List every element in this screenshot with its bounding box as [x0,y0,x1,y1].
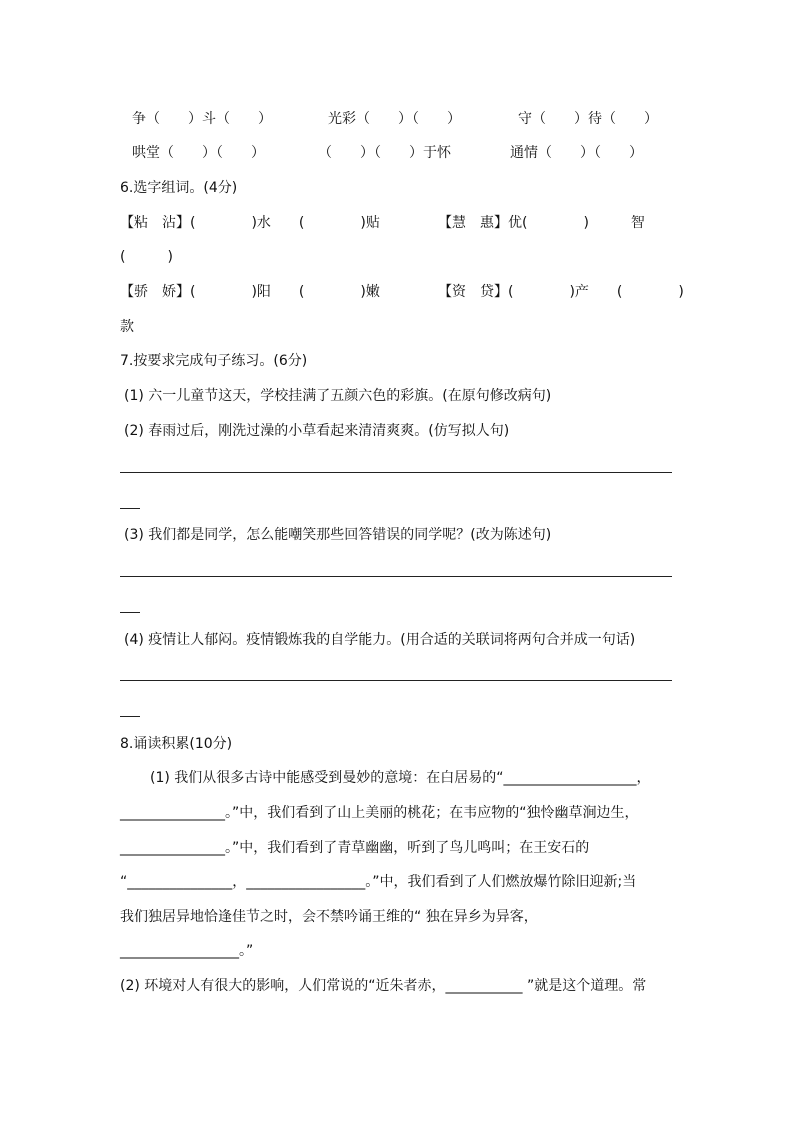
q5-item-1: 争（ ）斗（ ） [132,111,272,127]
q5-item-2: 光彩（ ）（ ） [328,111,461,127]
q8-para-line-6: _________________。” [120,943,254,959]
q6-line-1a: 【粘 沾】( )水 ( )贴 [120,215,380,231]
answer-line-end [120,716,140,717]
q7-sentence-3: (3) 我们都是同学，怎么能嘲笑那些回答错误的同学呢？(改为陈述句) [124,527,552,543]
q8-para-line-7: (2) 环境对人有很大的影响，人们常说的“近朱者赤，___________ ”就是这个道理。常 [120,978,647,994]
answer-line[interactable] [120,680,672,681]
q5-item-4: 哄堂（ ）（ ） [132,145,265,161]
answer-line[interactable] [120,576,672,577]
q5-item-3: 守（ ）待（ ） [518,111,658,127]
q6-line-1b: 【慧 惠】优( ) 智 [438,215,645,231]
q7-heading: 7.按要求完成句子练习。(6分) [120,353,308,369]
q7-sentence-4: (4) 疫情让人郁闷。疫情锻炼我的自学能力。(用合适的关联词将两句合并成一句话) [124,632,636,648]
answer-line[interactable] [120,472,672,473]
q5-item-6: 通情（ ）（ ） [510,145,643,161]
q6-line-2c: 款 [120,319,134,335]
q5-item-5: （ ）（ ）于怀 [318,145,451,161]
q8-heading: 8.诵读积累(10分) [120,736,233,752]
q6-heading: 6.选字组词。(4分) [120,180,238,196]
q8-para-line-2: _______________。”中，我们看到了山上美丽的桃花；在韦应物的“独怜幽草涧边生， [120,805,639,821]
answer-line-end [120,612,140,613]
q7-sentence-2: (2) 春雨过后，刚洗过澡的小草看起来清清爽爽。(仿写拟人句) [124,423,510,439]
answer-line-end [120,508,140,509]
q6-line-2a: 【骄 娇】( )阳 ( )嫩 [120,284,380,300]
q8-para-line-1: (1) 我们从很多古诗中能感受到曼妙的意境：在白居易的“___________________， [150,770,651,786]
q6-line-2b: 【资 贷】( )产 ( ) [438,284,684,300]
q7-sentence-1: (1) 六一儿童节这天，学校挂满了五颜六色的彩旗。(在原句修改病句) [124,388,552,404]
q6-line-1c: ( ) [120,249,173,265]
q8-para-line-5: 我们独居异地恰逢佳节之时，会不禁吟诵王维的“ 独在异乡为异客， [120,909,538,925]
q8-para-line-3: _______________。”中，我们看到了青草幽幽，听到了鸟儿鸣叫；在王安石的 [120,840,590,856]
q8-para-line-4: “_______________，_________________。”中，我们看到了人们燃放爆竹除旧迎新;当 [120,874,637,890]
